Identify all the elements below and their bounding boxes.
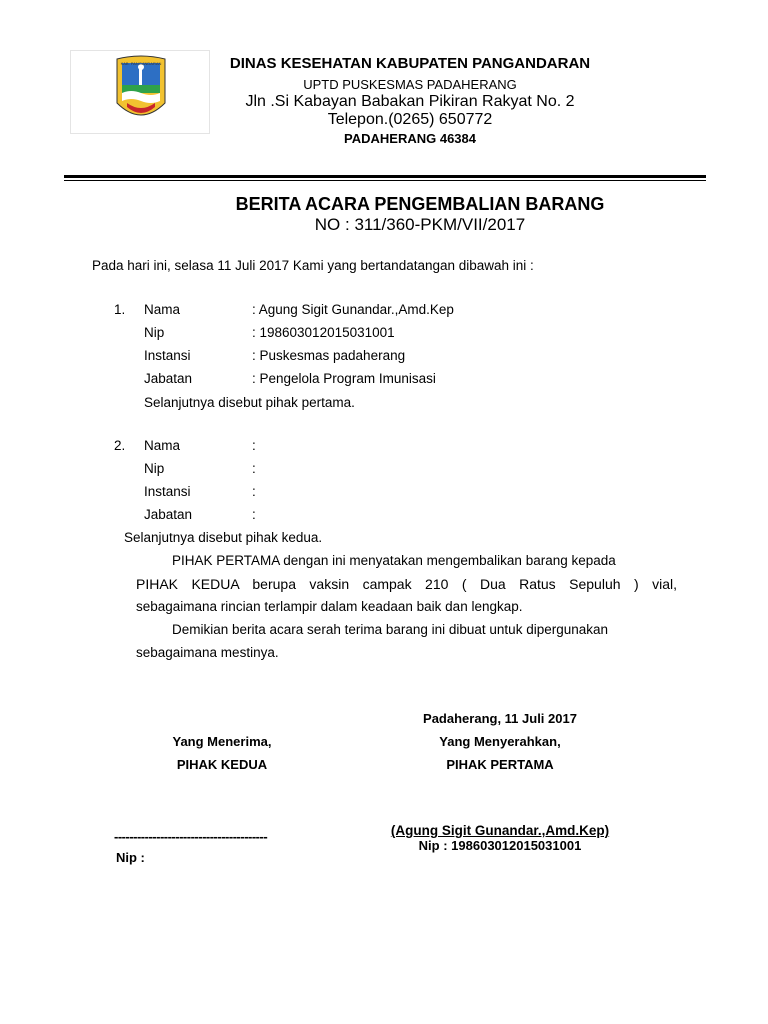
header-divider-thick <box>64 175 706 178</box>
signature-right-role: Yang Menyerahkan, <box>439 734 561 749</box>
party1-name-value: : Agung Sigit Gunandar.,Amd.Kep <box>252 302 454 317</box>
party1-instansi-value: : Puskesmas padaherang <box>252 348 406 363</box>
signature-left-nip: Nip : <box>116 850 145 865</box>
party1-closing: Selanjutnya disebut pihak pertama. <box>144 395 355 410</box>
signature-right-name: (Agung Sigit Gunandar.,Amd.Kep) <box>390 823 610 838</box>
party2-closing: Selanjutnya disebut pihak kedua. <box>124 530 323 545</box>
party2-nip-value: : <box>252 461 256 476</box>
party2-jabatan-label: Jabatan <box>144 507 193 522</box>
logo-frame <box>70 50 210 134</box>
body-p1-line1: PIHAK PERTAMA dengan ini menyatakan mengembalikan barang kepada <box>172 553 616 568</box>
document-title: BERITA ACARA PENGEMBALIAN BARANG <box>235 194 605 214</box>
party2-name-label: Nama <box>144 438 181 453</box>
party1-instansi-label: Instansi <box>144 348 191 363</box>
org-name-line1: DINAS KESEHATAN KABUPATEN PANGANDARAN <box>229 55 591 72</box>
org-address: Jln .Si Kabayan Babakan Pikiran Rakyat No. 2 <box>245 93 575 110</box>
party2-instansi-label: Instansi <box>144 484 191 499</box>
party1-nip-value: : 198603012015031001 <box>252 325 395 340</box>
document-number: NO : 311/360-PKM/VII/2017 <box>314 215 526 234</box>
regency-emblem-icon <box>71 51 209 133</box>
party1-name-label: Nama <box>144 302 181 317</box>
party2-instansi-value: : <box>252 484 256 499</box>
party2-jabatan-value: : <box>252 507 256 522</box>
party2-index: 2. <box>114 438 126 453</box>
party1-nip-label: Nip <box>144 325 165 340</box>
party1-jabatan-value: : Pengelola Program Imunisasi <box>252 371 436 386</box>
signature-place-date: Padaherang, 11 Juli 2017 <box>423 711 577 726</box>
org-name-line2: UPTD PUSKESMAS PADAHERANG <box>303 77 517 92</box>
body-p2-line1: Demikian berita acara serah terima barang ini dibuat untuk dipergunakan <box>172 622 609 637</box>
logo-lettering: KAB. PANGANDARAN <box>120 61 162 66</box>
signature-left-party: PIHAK KEDUA <box>176 757 268 772</box>
signature-right-party: PIHAK PERTAMA <box>446 757 554 772</box>
signature-right-nip: Nip : 198603012015031001 <box>418 838 582 853</box>
party2-nip-label: Nip <box>144 461 165 476</box>
party1-index: 1. <box>114 302 126 317</box>
body-p1-line3: sebagaimana rincian terlampir dalam keadaan baik dan lengkap. <box>136 599 523 614</box>
intro-text: Pada hari ini, selasa 11 Juli 2017 Kami yang bertandatangan dibawah ini : <box>92 258 534 273</box>
body-p2-line2: sebagaimana mestinya. <box>136 645 279 660</box>
party2-name-value: : <box>252 438 256 453</box>
header-divider-thin <box>64 180 706 181</box>
org-city: PADAHERANG 46384 <box>344 131 476 146</box>
body-p1-line2: PIHAK KEDUA berupa vaksin campak 210 ( Dua Ratus Sepuluh ) vial, <box>136 576 677 592</box>
party1-jabatan-label: Jabatan <box>144 371 193 386</box>
signature-left-role: Yang Menerima, <box>172 734 272 749</box>
org-phone: Telepon.(0265) 650772 <box>327 111 493 128</box>
signature-left-line: ---------------------------------------- <box>114 829 268 844</box>
